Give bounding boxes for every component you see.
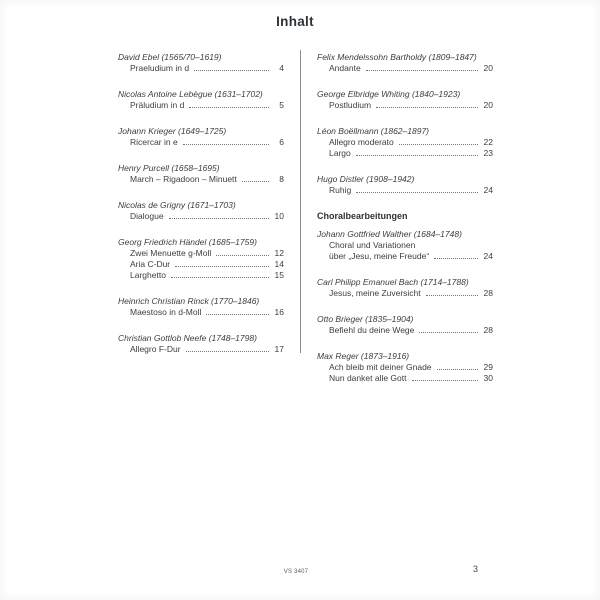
dot-leader [419,332,478,333]
toc-entry [118,200,284,222]
piece-row [317,288,493,299]
piece-title: Larghetto [130,270,166,280]
piece-list [317,288,493,299]
piece-page-number: 17 [274,344,284,354]
piece-page-number: 29 [483,362,493,372]
dot-leader [194,70,269,71]
dot-leader [216,255,269,256]
piece-list [118,344,284,355]
piece-page-number: 24 [483,251,493,261]
toc-entry [317,351,493,384]
piece-row [118,259,284,270]
piece-row [317,251,493,262]
dot-leader [183,144,269,145]
piece-title: Ricercar in e [130,137,178,147]
composer-name: Georg Friedrich Händel (1685–1759) [118,237,257,247]
dot-leader [171,277,269,278]
dot-leader [412,380,479,381]
section-heading: Choralbearbeitungen [317,211,408,221]
toc-column-right [317,52,493,399]
dot-leader [376,107,478,108]
piece-list [118,248,284,281]
piece-title: Befiehl du deine Wege [329,325,415,335]
toc-entry [317,314,493,336]
piece-page-number: 4 [279,63,284,73]
piece-title: Nun danket alle Gott [329,373,407,383]
piece-row [118,248,284,259]
toc-entry [317,174,493,196]
page-title: Inhalt [276,14,314,29]
piece-title: über „Jesu, meine Freude“ [329,251,430,261]
column-divider [300,50,301,353]
piece-list [118,137,284,148]
piece-list [317,100,493,111]
piece-title: Zwei Menuette g-Moll [130,248,212,258]
piece-title: Ach bleib mit deiner Gnade [329,362,432,372]
composer-name: Carl Philipp Emanuel Bach (1714–1788) [317,277,469,287]
dot-leader [437,369,478,370]
toc-entry [118,89,284,111]
piece-row [317,100,493,111]
toc-entry [118,237,284,281]
piece-title: Andante [329,63,361,73]
piece-list [317,240,493,262]
toc-column-left [118,52,284,370]
piece-title: Jesus, meine Zuversicht [329,288,421,298]
piece-list [317,325,493,336]
composer-name: Johann Gottfried Walther (1684–1748) [317,229,462,239]
piece-page-number: 28 [483,325,493,335]
composer-name: Léon Boëllmann (1862–1897) [317,126,430,136]
piece-title: Postludium [329,100,372,110]
piece-row [118,344,284,355]
dot-leader [186,351,269,352]
composer-name: Nicolas de Grigny (1671–1703) [118,200,236,210]
piece-page-number: 20 [483,100,493,110]
piece-list [118,211,284,222]
composer-name: George Elbridge Whiting (1840–1923) [317,89,461,99]
composer-name: Max Reger (1873–1916) [317,351,410,361]
toc-entry [118,52,284,74]
piece-list [118,307,284,318]
piece-row [317,362,493,373]
piece-page-number: 10 [274,211,284,221]
composer-name: Felix Mendelssohn Bartholdy (1809–1847) [317,52,477,62]
piece-title: Allegro F-Dur [130,344,181,354]
dot-leader [206,314,269,315]
piece-page-number: 6 [279,137,284,147]
piece-page-number: 8 [279,174,284,184]
piece-page-number: 22 [483,137,493,147]
piece-row [317,373,493,384]
piece-title: Maestoso in d-Moll [130,307,202,317]
composer-name: Heinrich Christian Rinck (1770–1846) [118,296,260,306]
piece-title: Allegro moderato [329,137,394,147]
piece-title: March – Rigadoon – Minuett [130,174,237,184]
dot-leader [242,181,269,182]
toc-entry [118,126,284,148]
piece-page-number: 12 [274,248,284,258]
composer-name: Johann Krieger (1649–1725) [118,126,227,136]
piece-page-number: 16 [274,307,284,317]
piece-title: Largo [329,148,351,158]
toc-entry [317,229,493,262]
piece-title: Aria C-Dur [130,259,171,269]
toc-entry [118,296,284,318]
page-number: 3 [472,564,478,574]
piece-list [317,137,493,159]
toc-entry [118,333,284,355]
piece-page-number: 15 [274,270,284,280]
piece-row [118,307,284,318]
piece-list [317,185,493,196]
piece-page-number: 20 [483,63,493,73]
dot-leader [175,266,269,267]
toc-entry [317,277,493,299]
piece-row [118,174,284,185]
piece-page-number: 23 [483,148,493,158]
piece-row [317,137,493,148]
piece-title: Choral und Variationen [329,240,416,250]
composer-name: Otto Brieger (1835–1904) [317,314,414,324]
piece-row [317,63,493,74]
toc-entry [317,126,493,159]
piece-row [317,240,493,251]
piece-page-number: 24 [483,185,493,195]
piece-title: Dialogue [130,211,164,221]
dot-leader [169,218,269,219]
piece-row [317,148,493,159]
composer-name: Hugo Distler (1908–1942) [317,174,415,184]
piece-title: Praeludium in d [130,63,190,73]
dot-leader [399,144,478,145]
piece-list [317,63,493,74]
toc-entry [317,52,493,74]
piece-page-number: 30 [483,373,493,383]
piece-list [118,63,284,74]
piece-list [317,362,493,384]
dot-leader [434,258,478,259]
dot-leader [356,192,478,193]
piece-page-number: 14 [274,259,284,269]
piece-page-number: 28 [483,288,493,298]
composer-name: David Ebel (1565/70–1619) [118,52,222,62]
composer-name: Christian Gottlob Neefe (1748–1798) [118,333,257,343]
piece-row [118,63,284,74]
composer-name: Nicolas Antoine Lebègue (1631–1702) [118,89,263,99]
toc-entry [118,163,284,185]
piece-title: Präludium in d [130,100,185,110]
piece-list [118,100,284,111]
dot-leader [356,155,478,156]
piece-row [118,100,284,111]
piece-title: Ruhig [329,185,352,195]
piece-row [118,270,284,281]
dot-leader [426,295,478,296]
dot-leader [189,107,269,108]
composer-name: Henry Purcell (1658–1695) [118,163,220,173]
dot-leader [366,70,478,71]
piece-page-number: 5 [279,100,284,110]
piece-row [118,137,284,148]
toc-entry [317,89,493,111]
piece-row [118,211,284,222]
edition-number: VS 3407 [283,569,309,575]
piece-row [317,185,493,196]
piece-row [317,325,493,336]
piece-list [118,174,284,185]
